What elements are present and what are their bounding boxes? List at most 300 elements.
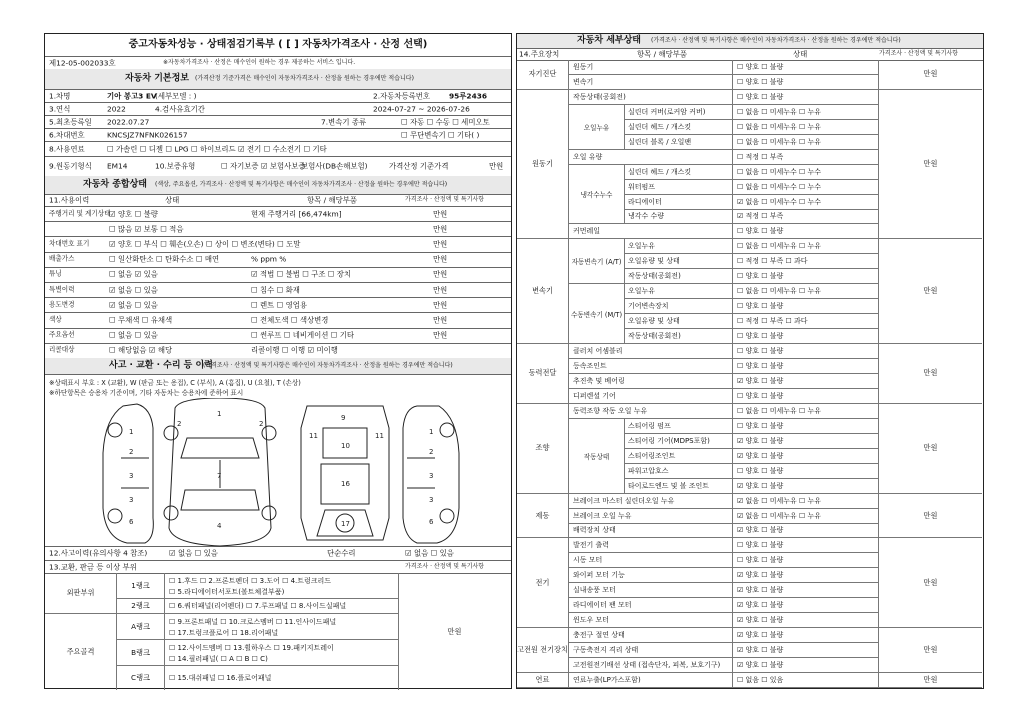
- device-item-state: [733, 299, 879, 314]
- general-row-detail: ☑ 적법 ☐ 불법 ☐ 구조 ☐ 장치: [251, 269, 352, 279]
- device-item-label: 디퍼렌셜 기어: [573, 391, 616, 400]
- basic-row: [45, 128, 511, 142]
- svg-text:11: 11: [309, 432, 318, 440]
- device-item-state: [733, 329, 879, 344]
- svg-text:1: 1: [217, 410, 222, 418]
- simple-repair-label: 단순수리: [327, 548, 356, 558]
- general-row: [45, 206, 511, 222]
- device-item: [625, 449, 733, 464]
- general-row-unit: 만원: [433, 254, 448, 264]
- col-detail-price: 가격조사 · 산정액 및 특기사항: [879, 50, 959, 57]
- device-item-label: 원동기: [573, 62, 594, 71]
- car-diagram: [45, 398, 509, 548]
- general-row-state: ☑ 없음 ☐ 있음: [109, 284, 158, 294]
- general-row-unit: 만원: [433, 315, 448, 325]
- device-item: [625, 105, 733, 120]
- device-item-state: [733, 479, 879, 494]
- device-state-options: ☑ 양호 ☐ 불량: [737, 616, 784, 625]
- device-state-options: ☐ 양호 ☐ 불량: [737, 302, 784, 311]
- device-item-label: 윈도우 모터: [573, 616, 610, 625]
- device-item: [569, 404, 733, 419]
- rankC-label: C랭크: [117, 666, 165, 690]
- device-state-options: ☐ 없음 ☐ 미세누유 ☐ 누유: [737, 242, 822, 251]
- device-state-options: ☐ 양호 ☐ 불량: [737, 272, 784, 281]
- device-item-label: 구동축전지 격리 상태: [573, 646, 639, 655]
- device-item: [569, 359, 733, 374]
- device-item-label: 작동상태(공회전): [573, 92, 626, 101]
- device-group-label: 자기진단: [517, 60, 569, 90]
- device-item: [569, 598, 733, 613]
- device-state-options: ☐ 양호 ☐ 불량: [737, 362, 784, 371]
- device-item-label: 작동상태(공회전): [628, 272, 681, 281]
- device-item: [569, 524, 733, 539]
- device-item-state: [733, 269, 879, 284]
- rankB-items: [165, 640, 399, 666]
- device-item-state: [733, 434, 879, 449]
- device-item-state: [733, 284, 879, 299]
- general-row-detail: ☐ 침수 ☐ 화재: [251, 284, 300, 294]
- svg-text:7: 7: [217, 472, 222, 480]
- device-item-state: [733, 524, 879, 539]
- col-main-device: 14.주요장치: [519, 49, 560, 59]
- device-item-state: [733, 120, 879, 135]
- col-item: 항목 / 해당부품: [637, 49, 688, 59]
- device-item: [625, 434, 733, 449]
- general-row-unit: 만원: [433, 239, 448, 249]
- device-subgroup-label: 수동변속기 (M/T): [569, 284, 625, 344]
- general-row-state: ☐ 없음 ☐ 있음: [109, 330, 158, 340]
- general-row-unit: 만원: [433, 300, 448, 310]
- device-item-label: 오일유량 및 상태: [628, 317, 680, 326]
- device-item-label: 배력장치 상태: [573, 526, 616, 535]
- device-item: [625, 210, 733, 225]
- device-item-state: [733, 598, 879, 613]
- general-row-label: 색상: [49, 315, 62, 324]
- device-item: [569, 90, 733, 105]
- general-row: [45, 297, 511, 313]
- rankA-items-line2: ☐ 17.트렁크플로어 ☐ 18.리어패널: [169, 628, 279, 637]
- device-item-label: 오일누유: [628, 242, 656, 251]
- device-group-label: 연료: [517, 673, 569, 688]
- device-item-state: [733, 509, 879, 524]
- device-subgroup-label: 오일누유: [569, 105, 625, 150]
- device-group-price: 만원: [879, 90, 982, 240]
- device-item: [625, 195, 733, 210]
- general-row-detail: ☐ 전체도색 ☐ 색상변경: [251, 315, 329, 325]
- left-panel: [44, 33, 512, 689]
- col-state: 상태: [165, 195, 180, 205]
- device-item-label: 충전구 절연 상태: [573, 631, 625, 640]
- device-state-options: ☐ 없음 ☐ 미세누유 ☐ 누유: [737, 406, 822, 415]
- svg-text:3: 3: [129, 496, 134, 504]
- device-item-label: 클러치 어셈블리: [573, 347, 623, 356]
- device-item: [569, 224, 733, 239]
- device-item: [569, 628, 733, 643]
- device-item-label: 실린더 블록 / 오일팬: [628, 137, 692, 146]
- device-state-options: ☐ 없음 ☐ 미세누유 ☐ 누유: [737, 122, 822, 131]
- device-item-state: [733, 673, 879, 688]
- device-item-state: [733, 210, 879, 225]
- accident-history-state: ☑ 없음 ☐ 있음: [169, 548, 218, 558]
- basic-cell: 1.차명: [49, 90, 71, 100]
- device-item: [569, 643, 733, 658]
- rank2-label: 2랭크: [117, 599, 165, 614]
- device-item-label: 브레이크 오일 누유: [573, 511, 632, 520]
- rankC-items-line: ☐ 15.대쉬패널 ☐ 16.플로어패널: [169, 674, 272, 682]
- device-item-state: [733, 389, 879, 404]
- device-item: [625, 479, 733, 494]
- device-item: [569, 583, 733, 598]
- svg-text:1: 1: [429, 428, 434, 436]
- device-item-label: 스티어링조인트: [628, 451, 676, 460]
- basic-cell: ☐ 가솔린 ☐ 디젤 ☐ LPG ☐ 하이브리드 ☑ 전기 ☐ 수소전기 ☐ 기타: [107, 143, 327, 153]
- vehicle-legend: ※하단항목은 승용차 기준이며, 기타 자동차는 승용차에 준하여 표시: [49, 389, 244, 397]
- rank1-items: [165, 573, 399, 599]
- general-row-label: 배출가스: [49, 254, 75, 263]
- device-item: [625, 464, 733, 479]
- svg-text:2: 2: [129, 448, 134, 456]
- device-state-options: ☑ 양호 ☐ 불량: [737, 586, 784, 595]
- device-subgroup-label: 작동상태: [569, 419, 625, 494]
- general-row-detail: 리콜이행 ☐ 이행 ☑ 미이행: [251, 345, 338, 355]
- device-group-price: 만원: [879, 404, 982, 494]
- general-row-detail: % ppm %: [251, 254, 287, 264]
- device-item-state: [733, 374, 879, 389]
- rankB-items-line2: ☐ 14.필러패널( ☐ A ☐ B ☐ C): [169, 654, 268, 663]
- basic-cell: 2024-07-27 ~ 2026-07-26: [373, 103, 470, 113]
- svg-text:11: 11: [375, 432, 384, 440]
- basic-cell: (세부모델 : ): [155, 90, 197, 100]
- device-item-state: [733, 224, 879, 239]
- rank1-label: 1랭크: [117, 573, 165, 599]
- device-state-options: ☐ 없음 ☐ 미세누수 ☐ 누수: [737, 182, 822, 191]
- svg-text:9: 9: [341, 414, 346, 422]
- rankA-items: [165, 614, 399, 640]
- device-item: [569, 75, 733, 90]
- device-state-options: ☐ 양호 ☐ 불량: [737, 92, 784, 101]
- basic-cell: 8.사용연료: [49, 143, 85, 153]
- device-item: [625, 269, 733, 284]
- device-state-options: ☑ 없음 ☐ 미세누수 ☐ 누수: [737, 197, 822, 206]
- detail-section-header: [517, 34, 983, 49]
- device-group-label: 동력전달: [517, 344, 569, 404]
- device-group-price: 만원: [879, 628, 982, 673]
- device-item-label: 오일유량 및 상태: [628, 257, 680, 266]
- device-state-options: ☐ 없음 ☐ 미세누유 ☐ 누유: [737, 287, 822, 296]
- device-item-label: 고전원전기배선 상태 (접속단자, 피복, 보호기구): [573, 661, 721, 670]
- accident-section-title: 사고 · 교환 · 수리 등 이력: [109, 360, 213, 371]
- general-row-state: ☐ 없음 ☑ 있음: [109, 269, 158, 279]
- device-item: [569, 60, 733, 75]
- device-item-state: [733, 553, 879, 568]
- device-state-options: ☑ 적정 ☐ 부족: [737, 212, 784, 221]
- col-usage-history: 11.사용이력: [49, 195, 90, 205]
- device-item-state: [733, 494, 879, 509]
- simple-repair-state: ☑ 없음 ☐ 있음: [405, 548, 454, 558]
- device-group-price: 만원: [879, 60, 982, 90]
- device-item-label: 실린더 헤드 / 개스킷: [628, 122, 692, 131]
- service-notice: ※자동차가격조사 · 산정은 매수인이 원하는 경우 제공하는 서비스 입니다.: [163, 58, 356, 66]
- main-frame-label: 주요골격: [45, 614, 117, 690]
- device-item-state: [733, 90, 879, 105]
- device-state-options: ☑ 양호 ☐ 불량: [737, 646, 784, 655]
- general-row-state: ☑ 양호 ☐ 부식 ☐ 훼손(오손) ☐ 상이 ☐ 변조(변타) ☐ 도말: [109, 239, 301, 249]
- general-row-label: 용도변경: [49, 300, 75, 309]
- status-legend: ※상태표시 부호 : X (교환), W (판금 또는 용접), C (부식), A (흠집), U (요철), T (손상): [49, 379, 301, 387]
- exchange-price-col: 가격조사 · 산정액 및 특기사항: [405, 562, 485, 570]
- device-state-options: ☑ 양호 ☐ 불량: [737, 376, 784, 385]
- col-price: 가격조사 · 산정액 및 특기사항: [405, 196, 485, 203]
- device-group-price: 만원: [879, 239, 982, 344]
- device-item: [625, 419, 733, 434]
- device-item-label: 실린더 커버(로커암 커버): [628, 107, 706, 116]
- device-item-label: 오일 유량: [573, 152, 603, 161]
- device-state-options: ☐ 양호 ☐ 불량: [737, 391, 784, 400]
- svg-text:3: 3: [429, 496, 434, 504]
- device-group-label: 원동기: [517, 90, 569, 240]
- svg-text:17: 17: [341, 520, 350, 528]
- device-item-label: 기어변속장치: [628, 302, 669, 311]
- svg-text:2: 2: [177, 420, 182, 428]
- device-item-label: 작동상태(공회전): [628, 332, 681, 341]
- device-state-options: ☐ 적정 ☐ 부족: [737, 152, 784, 161]
- rank2-items: [165, 599, 399, 614]
- device-item-label: 스티어링 펌프: [628, 421, 671, 430]
- general-row: [45, 312, 511, 328]
- device-state-options: ☑ 양호 ☐ 불량: [737, 571, 784, 580]
- device-state-options: ☐ 적정 ☐ 부족 ☐ 과다: [737, 317, 808, 326]
- accident-history-label: 12.사고이력(유의사항 4 참조): [49, 548, 148, 558]
- rank2-items-line: ☐ 6.쿼터패널(리어펜더) ☐ 7.루프패널 ☐ 8.사이드실패널: [169, 602, 347, 610]
- device-item-label: 오일누유: [628, 287, 656, 296]
- general-section-note: (색상, 주요옵션, 가격조사 · 산정액 및 특기사항은 매수인이 자동차가격조사 · 산정을 원하는 경우에만 적습니다): [155, 181, 448, 188]
- device-item-state: [733, 135, 879, 150]
- general-row-detail: 현재 주행거리 [66,474km]: [251, 208, 342, 218]
- device-item-state: [733, 643, 879, 658]
- device-item: [625, 165, 733, 180]
- exchange-label: 13.교환, 판금 등 이상 부위: [49, 561, 137, 571]
- basic-row: [45, 115, 511, 129]
- basic-cell: ☐ 자동 ☐ 수동 ☐ 세미오토: [401, 116, 490, 126]
- device-state-options: ☐ 없음 ☐ 미세누수 ☐ 누수: [737, 167, 822, 176]
- general-row-detail: ☐ 렌트 ☐ 영업용: [251, 300, 307, 310]
- device-subgroup-label: 냉각수누수: [569, 165, 625, 225]
- device-subgroup-label: 자동변속기 (A/T): [569, 239, 625, 284]
- doc-info-row: [45, 56, 511, 70]
- device-item-label: 와이퍼 모터 기능: [573, 571, 625, 580]
- device-state-options: ☐ 없음 ☐ 있음: [737, 676, 784, 685]
- device-state-options: ☐ 없음 ☐ 미세누유 ☐ 누유: [737, 137, 822, 146]
- device-item-state: [733, 359, 879, 374]
- accident-section-note: (가격조사 · 산정액 및 특기사항은 매수인이 자동차가격조사 · 산정을 원하는 경우에만 적습니다): [203, 362, 453, 369]
- device-item: [569, 344, 733, 359]
- device-state-options: ☐ 양호 ☐ 불량: [737, 77, 784, 86]
- device-group-price: 만원: [879, 344, 982, 404]
- basic-row: [45, 156, 511, 177]
- basic-cell: 2.자동차등록번호: [373, 90, 431, 100]
- rankC-items: [165, 666, 399, 690]
- device-item-label: 브레이크 마스터 실린더오일 누유: [573, 496, 675, 505]
- device-item-label: 시동 모터: [573, 556, 603, 565]
- rankA-items-line1: ☐ 9.프론트패널 ☐ 10.크로스멤버 ☐ 11.인사이드패널: [169, 617, 337, 626]
- detail-status-table: [517, 60, 983, 688]
- svg-text:6: 6: [129, 518, 134, 526]
- general-row-unit: 만원: [433, 208, 448, 218]
- device-item-state: [733, 180, 879, 195]
- device-item: [625, 180, 733, 195]
- general-row-state: ☐ 많음 ☑ 보통 ☐ 적음: [109, 224, 184, 234]
- col-detail-state: 상태: [793, 49, 808, 59]
- general-row-unit: 만원: [433, 330, 448, 340]
- general-row: [45, 328, 511, 344]
- device-item: [569, 494, 733, 509]
- device-item: [625, 135, 733, 150]
- device-item-state: [733, 583, 879, 598]
- device-item-label: 변속기: [573, 77, 594, 86]
- general-row-unit: 만원: [433, 269, 448, 279]
- page-title: 중고자동차성능 · 상태점검기록부 ( [ ] 자동차가격조사 · 산정 선택): [128, 39, 428, 50]
- device-item: [625, 120, 733, 135]
- device-item-state: [733, 165, 879, 180]
- device-item-label: 추진축 및 베어링: [573, 376, 625, 385]
- svg-text:4: 4: [217, 522, 222, 530]
- device-state-options: ☐ 양호 ☐ 불량: [737, 62, 784, 71]
- right-panel: [516, 33, 984, 689]
- general-row: [45, 236, 511, 252]
- basic-cell: 2022.07.27: [107, 116, 150, 126]
- device-group-label: 제동: [517, 494, 569, 539]
- general-row-unit: 만원: [433, 284, 448, 294]
- basic-row: [45, 89, 511, 103]
- device-item: [569, 538, 733, 553]
- device-item-state: [733, 314, 879, 329]
- device-item-state: [733, 538, 879, 553]
- device-item-state: [733, 613, 879, 628]
- basic-row: [45, 141, 511, 157]
- svg-text:10: 10: [341, 442, 350, 450]
- general-row-label: 특별이력: [49, 285, 75, 294]
- device-state-options: ☑ 양호 ☐ 불량: [737, 451, 784, 460]
- basic-cell: ☐ 자기보증 ☑ 보험사보증: [221, 161, 306, 171]
- basic-section-note: (가격산정 기준가격은 매수인이 자동차가격조사 · 산정을 원하는 경우에만 적습니다): [195, 75, 414, 82]
- device-item: [569, 374, 733, 389]
- device-item: [569, 553, 733, 568]
- basic-row: [45, 102, 511, 116]
- device-item-state: [733, 60, 879, 75]
- outer-panel-label: 외판부위: [45, 573, 117, 614]
- basic-cell: 기아 봉고3 EV: [107, 90, 157, 100]
- general-row-state: ☑ 없음 ☐ 있음: [109, 300, 158, 310]
- device-state-options: ☑ 양호 ☐ 불량: [737, 631, 784, 640]
- device-item: [569, 658, 733, 673]
- general-row-unit: 만원: [433, 224, 448, 234]
- device-item: [625, 299, 733, 314]
- svg-text:6: 6: [429, 518, 434, 526]
- svg-text:2: 2: [259, 420, 264, 428]
- device-item: [569, 613, 733, 628]
- device-group-price: 만원: [879, 673, 982, 688]
- general-row-label: 주요옵션: [49, 330, 75, 339]
- exchange-header-row: [45, 560, 511, 574]
- exchange-table: [45, 573, 511, 690]
- detail-section-title: 자동차 세부상태: [577, 35, 641, 46]
- basic-section-title: 자동차 기본정보: [125, 73, 189, 84]
- device-item-state: [733, 105, 879, 120]
- device-state-options: ☐ 양호 ☐ 불량: [737, 347, 784, 356]
- device-item-label: 연료누출(LP가스포함): [573, 676, 641, 685]
- device-group-price: 만원: [879, 494, 982, 539]
- basic-cell: 만원: [489, 161, 504, 171]
- device-group-price: 만원: [879, 538, 982, 628]
- device-item-label: 발전기 출력: [573, 541, 610, 550]
- device-item-label: 워터펌프: [628, 182, 656, 191]
- rankB-label: B랭크: [117, 640, 165, 666]
- device-item-label: 냉각수 수량: [628, 212, 665, 221]
- svg-text:3: 3: [429, 472, 434, 480]
- svg-text:1: 1: [129, 428, 134, 436]
- device-state-options: ☐ 양호 ☐ 불량: [737, 227, 784, 236]
- basic-cell: 6.차대번호: [49, 129, 85, 139]
- svg-text:3: 3: [129, 472, 134, 480]
- basic-cell: 보험사(DB손해보험): [301, 161, 368, 171]
- device-state-options: ☑ 양호 ☐ 불량: [737, 661, 784, 670]
- general-row-state: ☐ 일산화탄소 ☐ 탄화수소 ☐ 매연: [109, 254, 220, 264]
- general-row: [45, 343, 511, 359]
- device-group-label: 고전원 전기장치: [517, 628, 569, 673]
- device-item-label: 스티어링 기어(MDPS포함): [628, 436, 710, 445]
- device-item-state: [733, 419, 879, 434]
- basic-cell: KNCSJZ7NFNK026157: [107, 129, 188, 139]
- general-row: [45, 282, 511, 298]
- rankB-items-line1: ☐ 12.사이드멤버 ☐ 13.휠하우스 ☐ 19.패키지트레이: [169, 643, 334, 652]
- device-item-state: [733, 195, 879, 210]
- device-item: [569, 568, 733, 583]
- rankA-label: A랭크: [117, 614, 165, 640]
- device-group-label: 변속기: [517, 239, 569, 344]
- basic-cell: 10.보증유형: [155, 161, 196, 171]
- basic-cell: 2022: [107, 103, 126, 113]
- general-section-title: 자동차 종합상태: [83, 179, 147, 190]
- general-row-label: 리콜대상: [49, 346, 75, 355]
- device-item: [625, 239, 733, 254]
- device-item: [625, 314, 733, 329]
- device-state-options: ☑ 없음 ☐ 미세누유 ☐ 누유: [737, 496, 822, 505]
- header-title-row: [45, 34, 511, 57]
- device-item-state: [733, 658, 879, 673]
- device-item-state: [733, 75, 879, 90]
- general-row-detail: ☐ 썬루프 ☐ 네비게이션 ☐ 기타: [251, 330, 355, 340]
- general-row: [45, 252, 511, 268]
- svg-text:16: 16: [341, 480, 350, 488]
- car-diagram-area: [45, 374, 511, 547]
- basic-section-header: [45, 69, 511, 90]
- basic-cell: 95루2436: [449, 90, 487, 100]
- device-item-label: 라디에이터 팬 모터: [573, 601, 632, 610]
- device-state-options: ☑ 양호 ☐ 불량: [737, 601, 784, 610]
- basic-cell: ☐ 무단변속기 ☐ 기타( ): [401, 129, 480, 139]
- device-item-label: 파워고압호스: [628, 466, 669, 475]
- device-state-options: ☐ 양호 ☐ 불량: [737, 541, 784, 550]
- device-state-options: ☐ 양호 ☐ 불량: [737, 556, 784, 565]
- basic-cell: 9.원동기형식: [49, 161, 92, 171]
- accident-section-header: [45, 358, 511, 375]
- device-item: [569, 150, 733, 165]
- device-item-label: 동력조향 작동 오일 누유: [573, 406, 648, 415]
- device-state-options: ☐ 없음 ☐ 미세누유 ☐ 누유: [737, 107, 822, 116]
- rank1-items-line1: ☐ 1.후드 ☐ 2.프론트펜더 ☐ 3.도어 ☐ 4.트렁크리드: [169, 576, 332, 585]
- basic-cell: 7.변속기 종류: [321, 116, 367, 126]
- general-row-state: ☐ 해당없음 ☑ 해당: [109, 345, 173, 355]
